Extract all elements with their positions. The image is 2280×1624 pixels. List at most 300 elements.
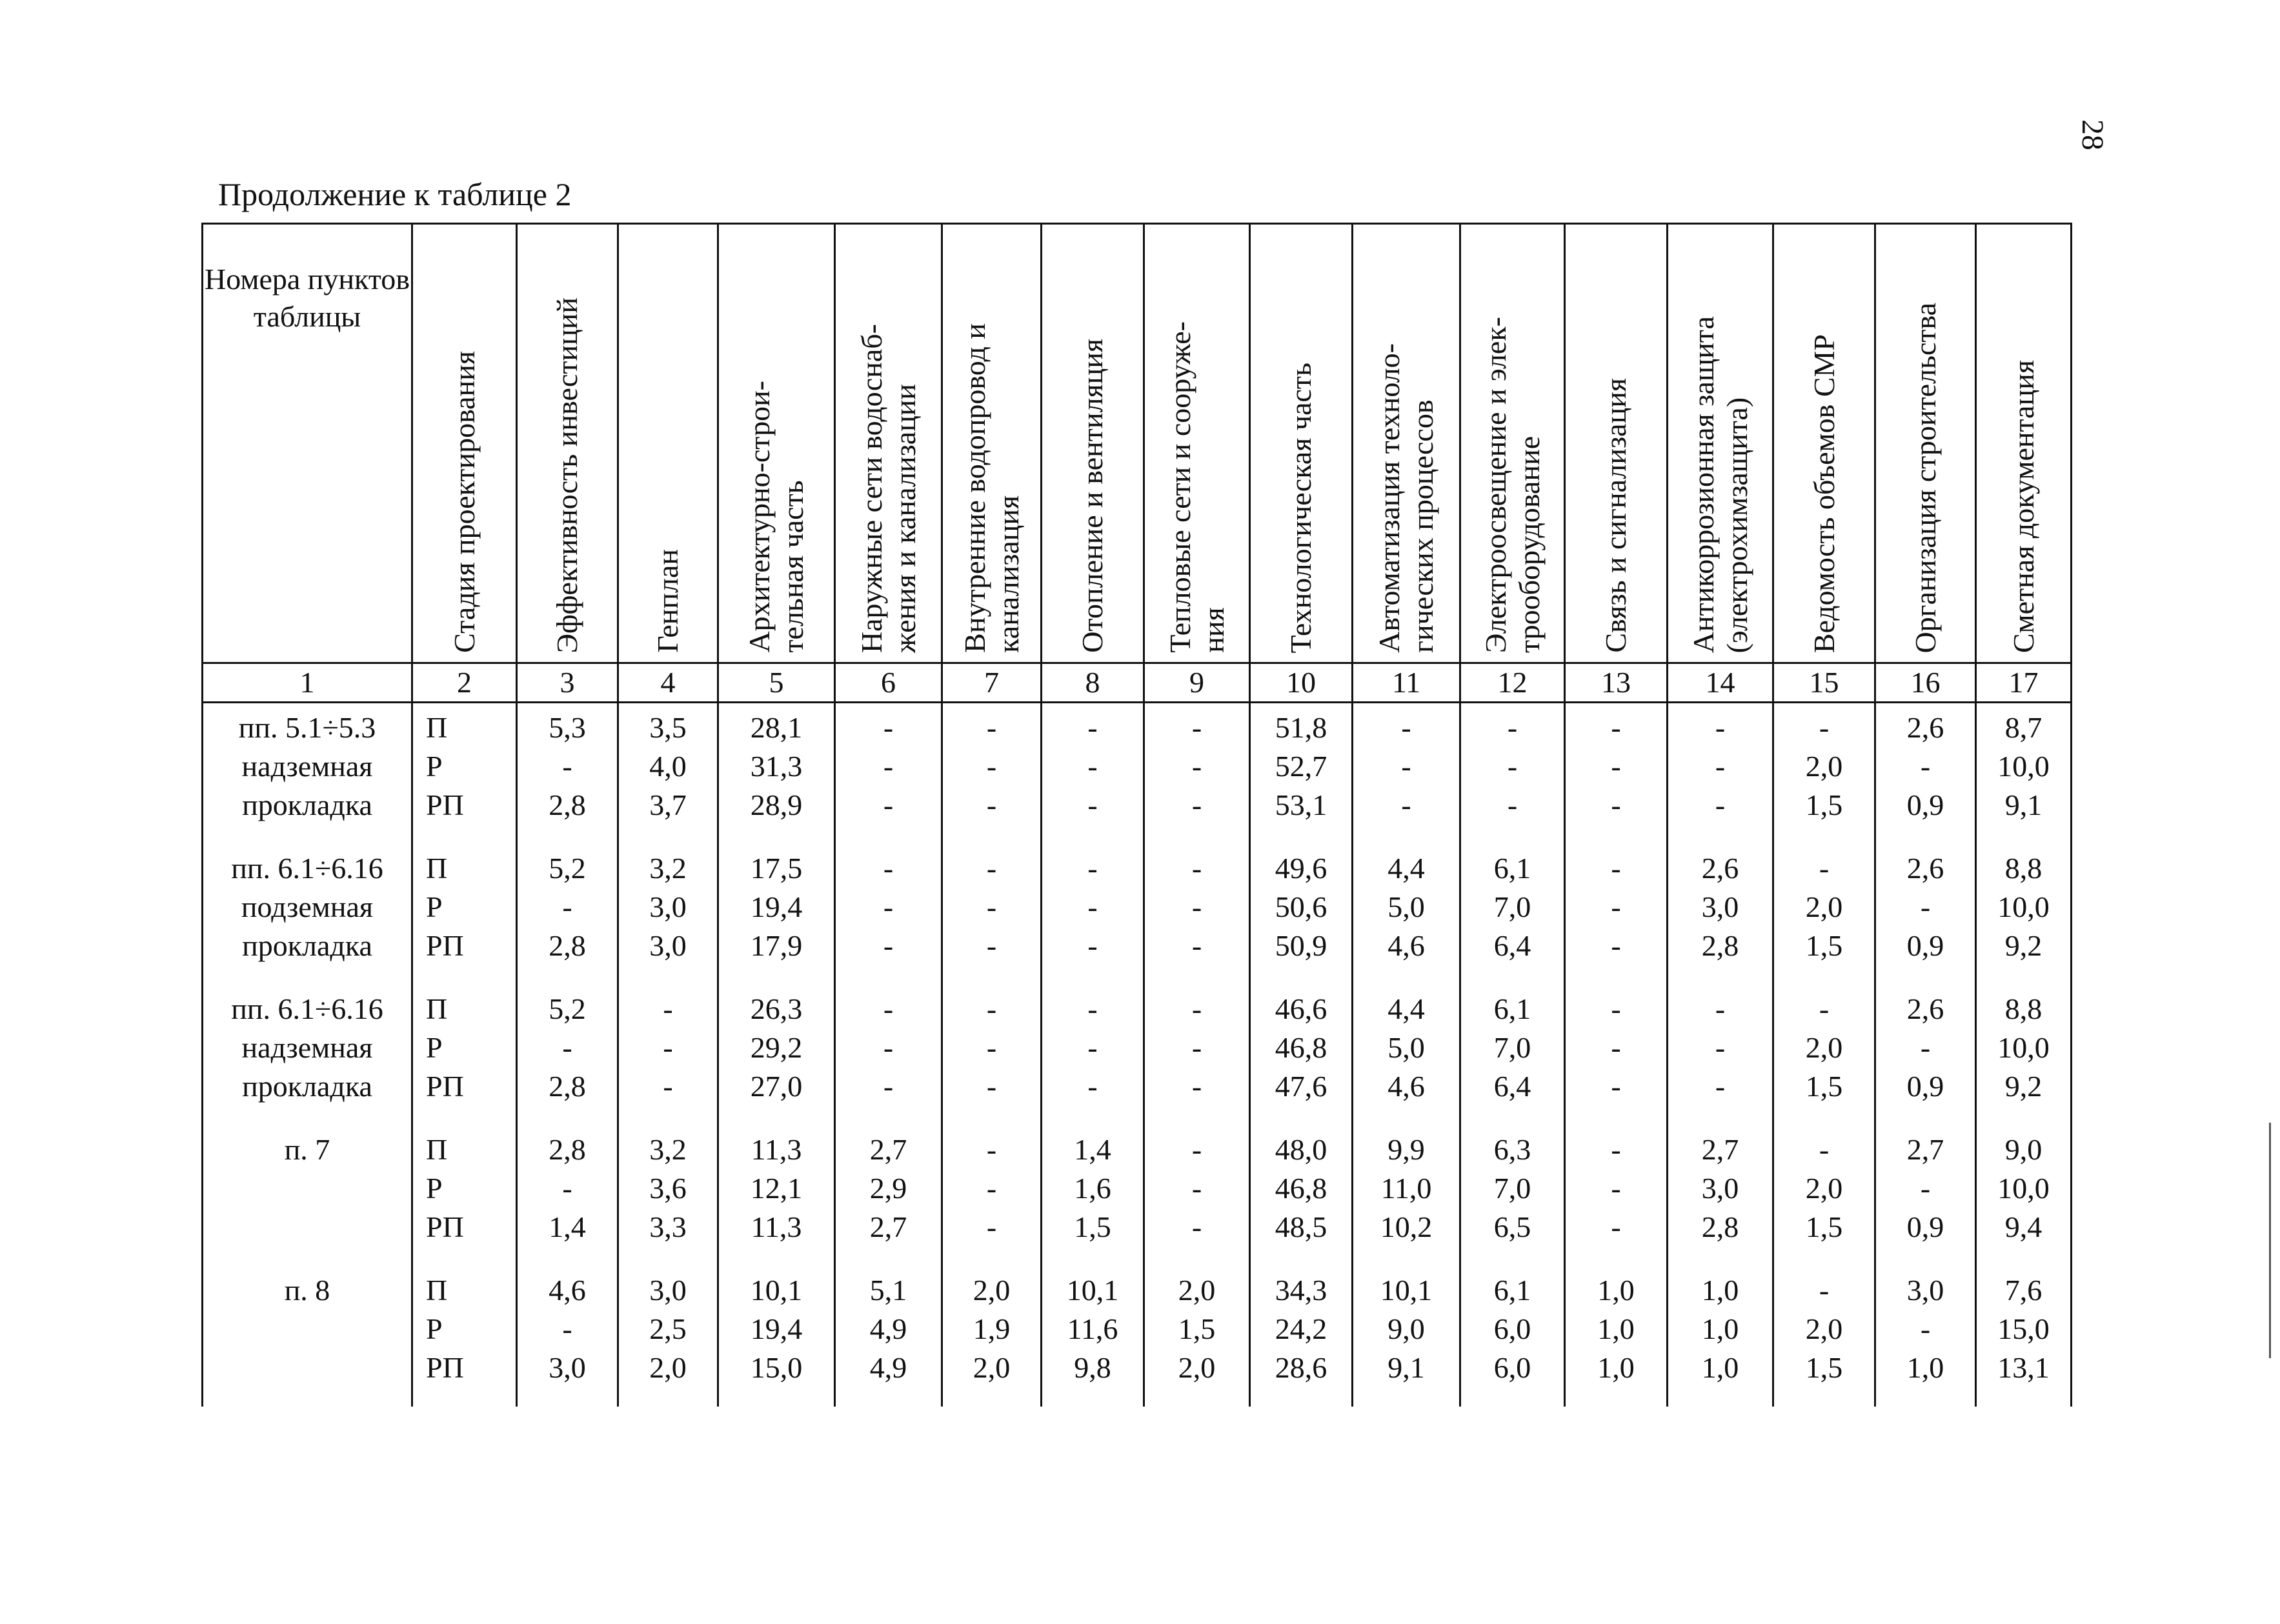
- cell-value: РП: [426, 1351, 464, 1384]
- cell-value: 9,1: [2004, 788, 2043, 821]
- cell-value: 19,4: [750, 890, 803, 923]
- cell-value: 0,9: [1906, 929, 1944, 962]
- data-table: [201, 223, 2072, 1407]
- table-cell: [1773, 1125, 1875, 1266]
- cell-value: -: [1819, 1274, 1830, 1307]
- row-group-label: пп. 5.1÷5.3 надземная прокладка: [203, 703, 412, 845]
- cell-value: 1,5: [1074, 1210, 1111, 1243]
- column-number: 14: [1668, 663, 1773, 703]
- table-cell: [1875, 703, 1976, 845]
- table-cell: [1250, 703, 1353, 845]
- table-cell: [835, 703, 942, 845]
- cell-value: 2,7: [869, 1133, 907, 1166]
- cell-value: -: [986, 750, 997, 783]
- cell-value: 3,0: [549, 1351, 586, 1384]
- table-cell: [1976, 844, 2072, 985]
- cell-value: 3,0: [1701, 1172, 1739, 1205]
- table-cell: [1353, 703, 1460, 845]
- table-cell: [1565, 1266, 1668, 1407]
- cell-value: -: [1715, 750, 1726, 783]
- table-cell: [1042, 703, 1144, 845]
- cell-value: 4,9: [869, 1351, 907, 1384]
- cell-value: -: [1611, 750, 1621, 783]
- cell-value: 27,0: [750, 1070, 803, 1103]
- cell-value: 8,8: [2004, 992, 2043, 1025]
- cell-value: -: [1611, 1133, 1621, 1166]
- table-cell: [1460, 1125, 1565, 1266]
- cell-value: П: [426, 1133, 448, 1166]
- table-cell: [1875, 1125, 1976, 1266]
- cell-value: 51,8: [1275, 711, 1327, 744]
- cell-value: 0,9: [1906, 1210, 1944, 1243]
- table-cell: [1976, 985, 2072, 1125]
- cell-value: -: [1920, 1312, 1931, 1345]
- table-cell: [1250, 1125, 1353, 1266]
- cell-value: 10,0: [1997, 890, 2050, 923]
- cell-value: -: [663, 992, 673, 1025]
- column-number: 5: [718, 663, 835, 703]
- cell-value: 1,9: [973, 1312, 1011, 1345]
- cell-value: Р: [426, 1031, 443, 1064]
- cell-value: 1,5: [1805, 788, 1843, 821]
- cell-value: 46,8: [1275, 1172, 1327, 1205]
- table-cell: [1773, 1266, 1875, 1407]
- table-cell: [1976, 703, 2072, 845]
- column-header: [942, 224, 1042, 663]
- cell-value: -: [1715, 992, 1726, 1025]
- column-number: 9: [1144, 663, 1250, 703]
- cell-value: 2,6: [1906, 852, 1944, 885]
- column-header-label: Ведомость объемов СМР: [1807, 334, 1841, 653]
- cell-value: 3,7: [649, 788, 687, 821]
- cell-value: -: [883, 929, 894, 962]
- cell-value: 5,2: [549, 992, 586, 1025]
- cell-value: -: [1819, 852, 1830, 885]
- cell-value: 46,8: [1275, 1031, 1327, 1064]
- table-cell: [1976, 1125, 2072, 1266]
- cell-value: -: [1191, 1031, 1202, 1064]
- cell-value: 1,0: [1701, 1312, 1739, 1345]
- table-cell: [835, 985, 942, 1125]
- cell-value: 13,1: [1997, 1351, 2050, 1384]
- column-number: 12: [1460, 663, 1565, 703]
- table-cell: [718, 703, 835, 845]
- table-cell: [412, 1266, 517, 1407]
- column-number: 15: [1773, 663, 1875, 703]
- cell-value: 11,3: [751, 1133, 802, 1166]
- table-cell: [942, 985, 1042, 1125]
- table-cell: [517, 985, 618, 1125]
- cell-value: 9,9: [1387, 1133, 1425, 1166]
- cell-value: 2,0: [1805, 1312, 1843, 1345]
- cell-value: -: [1611, 890, 1621, 923]
- cell-value: 24,2: [1275, 1312, 1327, 1345]
- cell-value: 12,1: [750, 1172, 803, 1205]
- cell-value: -: [883, 890, 894, 923]
- table-cell: [1565, 844, 1668, 985]
- cell-value: 2,0: [973, 1274, 1011, 1307]
- cell-value: 0,9: [1906, 788, 1944, 821]
- column-header-label: Генплан: [651, 549, 684, 653]
- column-header: [1875, 224, 1976, 663]
- cell-value: 3,2: [649, 852, 687, 885]
- cell-value: -: [1507, 711, 1518, 744]
- row-group-label: п. 8: [203, 1266, 412, 1407]
- header-row: [203, 224, 2072, 663]
- table-cell: [1565, 985, 1668, 1125]
- cell-value: 3,3: [649, 1210, 687, 1243]
- cell-value: -: [883, 1070, 894, 1103]
- table-cell: [618, 985, 718, 1125]
- cell-value: 10,1: [1380, 1274, 1433, 1307]
- table-cell: [1773, 985, 1875, 1125]
- table-cell: [1042, 844, 1144, 985]
- cell-value: -: [986, 1133, 997, 1166]
- cell-value: 2,6: [1906, 711, 1944, 744]
- cell-value: 3,2: [649, 1133, 687, 1166]
- table-cell: [1976, 1266, 2072, 1407]
- cell-value: 48,5: [1275, 1210, 1327, 1243]
- cell-value: 9,8: [1074, 1351, 1111, 1384]
- cell-value: -: [1191, 852, 1202, 885]
- table-cell: [835, 1266, 942, 1407]
- column-number: 17: [1976, 663, 2072, 703]
- cell-value: 7,0: [1493, 1172, 1531, 1205]
- cell-value: 8,7: [2004, 711, 2043, 744]
- cell-value: П: [426, 992, 448, 1025]
- cell-value: 4,6: [1387, 1070, 1425, 1103]
- column-number: 11: [1353, 663, 1460, 703]
- column-header-label: Эффективность инвестиций: [550, 297, 583, 653]
- table-cell: [1668, 985, 1773, 1125]
- row-group-label: п. 7: [203, 1125, 412, 1266]
- cell-value: 1,5: [1805, 1351, 1843, 1384]
- cell-value: 17,9: [750, 929, 803, 962]
- cell-value: Р: [426, 1312, 443, 1345]
- cell-value: 28,1: [750, 711, 803, 744]
- table-cell: [942, 1266, 1042, 1407]
- table-cell: [1875, 844, 1976, 985]
- column-number: 1: [203, 663, 412, 703]
- cell-value: 8,8: [2004, 852, 2043, 885]
- column-header: [1668, 224, 1773, 663]
- table-cell: [1668, 844, 1773, 985]
- column-header: [718, 224, 835, 663]
- cell-value: 3,0: [649, 890, 687, 923]
- cell-value: П: [426, 711, 448, 744]
- table-cell: [1144, 703, 1250, 845]
- cell-value: 2,8: [549, 1133, 586, 1166]
- cell-value: 11,6: [1067, 1312, 1118, 1345]
- cell-value: -: [562, 890, 572, 923]
- cell-value: -: [986, 1210, 997, 1243]
- table-cell: [1250, 1266, 1353, 1407]
- table-cell: [618, 1266, 718, 1407]
- table-cell: [718, 1125, 835, 1266]
- cell-value: 26,3: [750, 992, 803, 1025]
- cell-value: 10,0: [1997, 1031, 2050, 1064]
- cell-value: -: [1611, 1070, 1621, 1103]
- cell-value: -: [883, 788, 894, 821]
- column-header: [1976, 224, 2072, 663]
- cell-value: -: [1819, 711, 1830, 744]
- cell-value: -: [883, 992, 894, 1025]
- cell-value: -: [562, 1172, 572, 1205]
- column-header: [1565, 224, 1668, 663]
- cell-value: -: [1401, 711, 1411, 744]
- cell-value: 10,0: [1997, 1172, 2050, 1205]
- cell-value: 6,4: [1493, 1070, 1531, 1103]
- column-number: 2: [412, 663, 517, 703]
- cell-value: 9,1: [1387, 1351, 1425, 1384]
- cell-value: -: [562, 1312, 572, 1345]
- cell-value: 34,3: [1275, 1274, 1327, 1307]
- column-header: [835, 224, 942, 663]
- table-cell: [1668, 1125, 1773, 1266]
- cell-value: 10,0: [1997, 750, 2050, 783]
- cell-value: -: [1920, 750, 1931, 783]
- cell-value: 2,0: [1805, 1172, 1843, 1205]
- cell-value: 5,0: [1387, 890, 1425, 923]
- table-cell: [412, 1125, 517, 1266]
- table-cell: [1773, 703, 1875, 845]
- cell-value: 3,0: [1701, 890, 1739, 923]
- cell-value: 2,0: [1178, 1351, 1216, 1384]
- cell-value: -: [1191, 750, 1202, 783]
- cell-value: -: [1819, 992, 1830, 1025]
- column-header-points: Номера пунктов таблицы: [203, 224, 412, 663]
- cell-value: -: [986, 890, 997, 923]
- table-cell: [517, 1125, 618, 1266]
- table-cell: [1144, 985, 1250, 1125]
- table-row: [203, 844, 2072, 985]
- cell-value: 11,3: [751, 1210, 802, 1243]
- cell-value: 1,0: [1701, 1274, 1739, 1307]
- cell-value: 9,0: [1387, 1312, 1425, 1345]
- table-cell: [1353, 1125, 1460, 1266]
- column-header-label: Электроосвещение и элек- трооборудование: [1478, 316, 1546, 653]
- cell-value: 4,4: [1387, 852, 1425, 885]
- cell-value: 3,6: [649, 1172, 687, 1205]
- cell-value: 2,5: [649, 1312, 687, 1345]
- column-header-label: Стадия проектирования: [447, 351, 481, 653]
- cell-value: 50,9: [1275, 929, 1327, 962]
- cell-value: 5,0: [1387, 1031, 1425, 1064]
- cell-value: 6,4: [1493, 929, 1531, 962]
- cell-value: -: [1191, 788, 1202, 821]
- cell-value: 2,7: [1906, 1133, 1944, 1166]
- column-header: [412, 224, 517, 663]
- cell-value: -: [1191, 711, 1202, 744]
- table-cell: [618, 703, 718, 845]
- column-header: [1144, 224, 1250, 663]
- cell-value: -: [1611, 992, 1621, 1025]
- cell-value: -: [663, 1070, 673, 1103]
- cell-value: -: [1087, 852, 1098, 885]
- cell-value: 46,6: [1275, 992, 1327, 1025]
- cell-value: 6,0: [1493, 1351, 1531, 1384]
- table-cell: [835, 1125, 942, 1266]
- cell-value: -: [1611, 1210, 1621, 1243]
- cell-value: -: [1611, 788, 1621, 821]
- cell-value: 15,0: [750, 1351, 803, 1384]
- cell-value: 5,2: [549, 852, 586, 885]
- column-number: 10: [1250, 663, 1353, 703]
- column-header-label: Архитектурно-строи- тельная часть: [743, 381, 809, 653]
- table-cell: [1144, 844, 1250, 985]
- cell-value: -: [1715, 711, 1726, 744]
- cell-value: 17,5: [750, 852, 803, 885]
- page-number: 28: [2075, 119, 2110, 150]
- table-caption: Продолжение к таблице 2: [218, 176, 572, 212]
- cell-value: 7,6: [2004, 1274, 2043, 1307]
- cell-value: -: [1507, 750, 1518, 783]
- cell-value: РП: [426, 1070, 464, 1103]
- cell-value: 6,1: [1493, 1274, 1531, 1307]
- cell-value: -: [1611, 1172, 1621, 1205]
- table-cell: [1875, 1266, 1976, 1407]
- cell-value: 19,4: [750, 1312, 803, 1345]
- cell-value: 2,7: [869, 1210, 907, 1243]
- column-number: 7: [942, 663, 1042, 703]
- cell-value: -: [1401, 750, 1411, 783]
- cell-value: -: [1611, 1031, 1621, 1064]
- row-group-label: пп. 6.1÷6.16 подземная прокладка: [203, 844, 412, 985]
- cell-value: -: [663, 1031, 673, 1064]
- cell-value: 4,9: [869, 1312, 907, 1345]
- cell-value: 2,0: [1805, 890, 1843, 923]
- cell-value: 7,0: [1493, 1031, 1531, 1064]
- table-cell: [1460, 985, 1565, 1125]
- cell-value: -: [883, 750, 894, 783]
- cell-value: 2,8: [1701, 1210, 1739, 1243]
- table-cell: [1668, 1266, 1773, 1407]
- table-cell: [517, 703, 618, 845]
- table-cell: [718, 844, 835, 985]
- scan-edge-line: [2269, 1123, 2271, 1358]
- table-cell: [1565, 1125, 1668, 1266]
- column-header-label: Наружные сети водоснаб- жения и канализации: [854, 323, 922, 653]
- cell-value: 2,8: [1701, 929, 1739, 962]
- cell-value: 1,5: [1178, 1312, 1216, 1345]
- cell-value: 2,8: [549, 1070, 586, 1103]
- column-number: 3: [517, 663, 618, 703]
- cell-value: 53,1: [1275, 788, 1327, 821]
- cell-value: 1,4: [1074, 1133, 1111, 1166]
- table-cell: [517, 1266, 618, 1407]
- cell-value: -: [986, 1031, 997, 1064]
- cell-value: 48,0: [1275, 1133, 1327, 1166]
- cell-value: -: [1191, 1133, 1202, 1166]
- column-header-label: Тепловые сети и сооруже- ния: [1163, 321, 1230, 653]
- column-header: [618, 224, 718, 663]
- table-cell: [1668, 703, 1773, 845]
- cell-value: -: [1920, 890, 1931, 923]
- cell-value: -: [1715, 1070, 1726, 1103]
- cell-value: -: [1191, 992, 1202, 1025]
- column-number: 16: [1875, 663, 1976, 703]
- column-header: [1042, 224, 1144, 663]
- column-header-label: Антикоррозионная защита (электрохимзащита): [1686, 316, 1753, 653]
- cell-value: -: [1191, 929, 1202, 962]
- column-header: [1773, 224, 1875, 663]
- cell-value: 28,6: [1275, 1351, 1327, 1384]
- table-cell: [412, 844, 517, 985]
- cell-value: 28,9: [750, 788, 803, 821]
- cell-value: 4,6: [1387, 929, 1425, 962]
- cell-value: 2,6: [1701, 852, 1739, 885]
- column-header-label: Организация строительства: [1908, 302, 1942, 653]
- column-header-label: Технологическая часть: [1284, 362, 1317, 653]
- cell-value: -: [1611, 929, 1621, 962]
- cell-value: 3,0: [1906, 1274, 1944, 1307]
- cell-value: П: [426, 1274, 448, 1307]
- table-cell: [412, 985, 517, 1125]
- cell-value: -: [1819, 1133, 1830, 1166]
- table-cell: [1042, 985, 1144, 1125]
- cell-value: -: [986, 1172, 997, 1205]
- cell-value: -: [1087, 750, 1098, 783]
- row-group-label: пп. 6.1÷6.16 надземная прокладка: [203, 985, 412, 1125]
- cell-value: Р: [426, 750, 443, 783]
- cell-value: -: [1611, 852, 1621, 885]
- table-cell: [1353, 985, 1460, 1125]
- cell-value: -: [1087, 1070, 1098, 1103]
- cell-value: 6,0: [1493, 1312, 1531, 1345]
- cell-value: Р: [426, 890, 443, 923]
- cell-value: -: [1191, 1210, 1202, 1243]
- cell-value: 1,0: [1906, 1351, 1944, 1384]
- cell-value: 3,0: [649, 929, 687, 962]
- table-cell: [517, 844, 618, 985]
- cell-value: -: [1191, 1172, 1202, 1205]
- cell-value: 10,1: [750, 1274, 803, 1307]
- cell-value: 31,3: [750, 750, 803, 783]
- table-cell: [1460, 703, 1565, 845]
- cell-value: -: [562, 1031, 572, 1064]
- cell-value: 52,7: [1275, 750, 1327, 783]
- table-cell: [718, 985, 835, 1125]
- table-cell: [1460, 844, 1565, 985]
- cell-value: 1,0: [1597, 1274, 1635, 1307]
- cell-value: 1,0: [1597, 1351, 1635, 1384]
- cell-value: 9,0: [2004, 1133, 2043, 1166]
- cell-value: -: [1087, 890, 1098, 923]
- cell-value: 2,8: [549, 929, 586, 962]
- table-cell: [1875, 985, 1976, 1125]
- table-cell: [1460, 1266, 1565, 1407]
- cell-value: 0,9: [1906, 1070, 1944, 1103]
- column-header: [1460, 224, 1565, 663]
- table-cell: [618, 844, 718, 985]
- table-cell: [1773, 844, 1875, 985]
- table-cell: [1042, 1266, 1144, 1407]
- cell-value: 2,6: [1906, 992, 1944, 1025]
- column-header: [1250, 224, 1353, 663]
- table-cell: [1565, 703, 1668, 845]
- table-cell: [412, 703, 517, 845]
- cell-value: 4,4: [1387, 992, 1425, 1025]
- cell-value: 2,0: [649, 1351, 687, 1384]
- column-header-label: Сметная документация: [2006, 359, 2040, 653]
- cell-value: РП: [426, 1210, 464, 1243]
- table-cell: [942, 1125, 1042, 1266]
- cell-value: 6,1: [1493, 852, 1531, 885]
- cell-value: -: [1087, 1031, 1098, 1064]
- cell-value: РП: [426, 788, 464, 821]
- cell-value: -: [1087, 992, 1098, 1025]
- table-cell: [942, 844, 1042, 985]
